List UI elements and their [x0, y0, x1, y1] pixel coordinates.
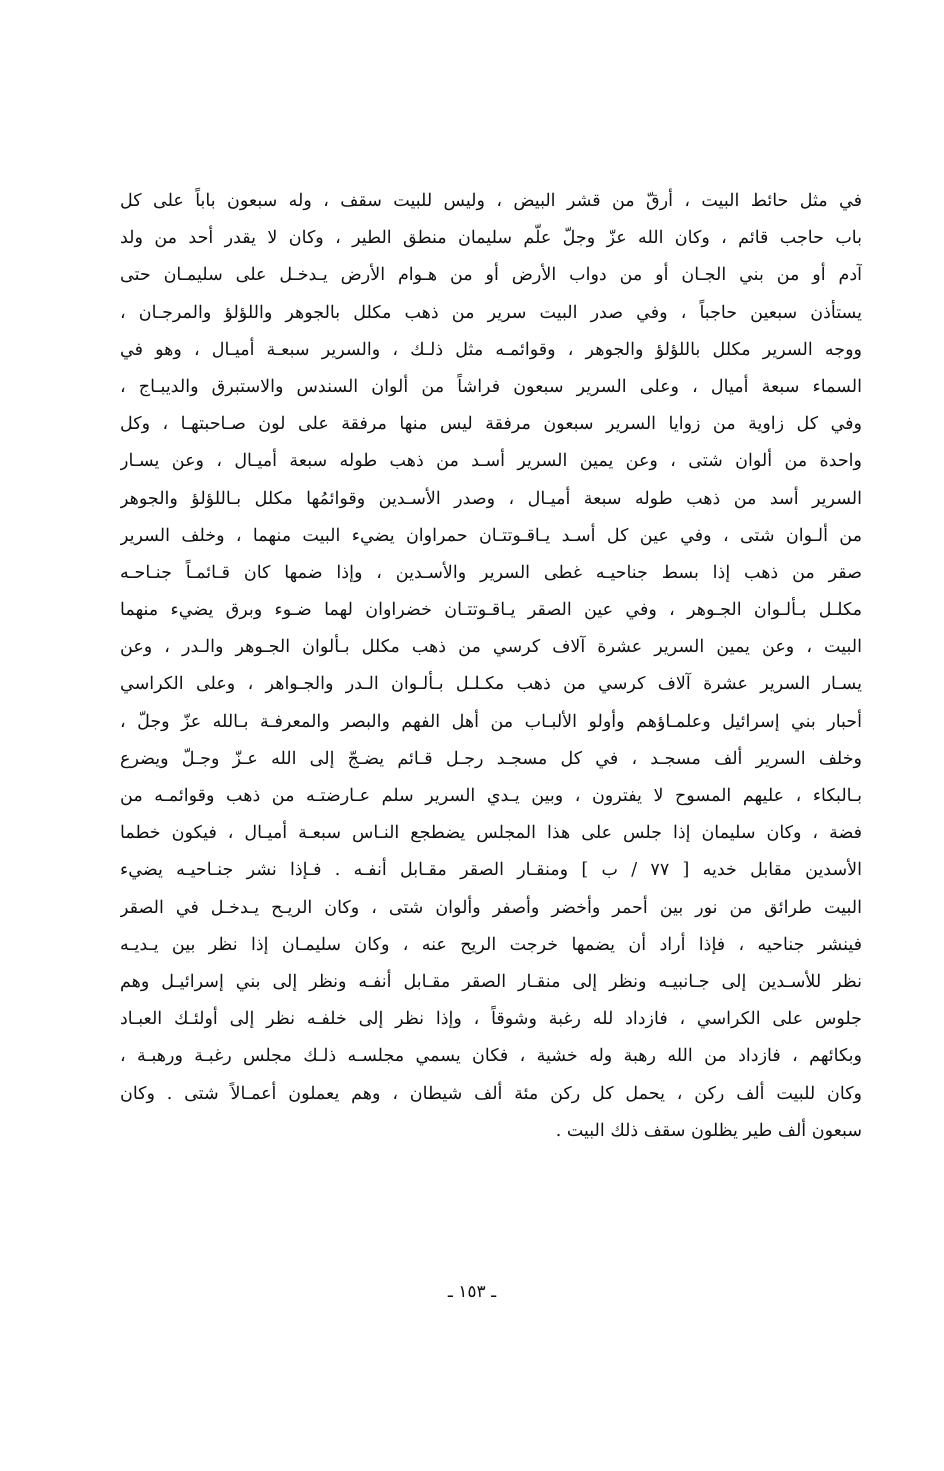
text-line: وخلف السرير ألف مسجـد ، في كل مسجـد رجـل قـائم يضـجّ إلى الله عـزّ وجـلّ ويضرع [120, 748, 862, 769]
text-line: باب حاجب قائم ، وكان الله عزّ وجلّ علّم سليمان منطق الطير ، وكان لا يقدر أحد من ولد [120, 228, 862, 249]
text-line: من ألـوان شتى ، وفي عين كل أسـد يـاقـوتتـان حمراوان يضيء البيت منهما ، وخلف السرير [120, 525, 862, 546]
text-line: وبكائهم ، فازداد من الله رهبة وله خشية ، فكان يسمي مجلسـه ذلـك مجلس رغبـة ورهبـة ، [120, 1046, 862, 1067]
text-line: بـالبكاء ، عليهم المسوح لا يفترون ، وبين يـدي السرير سلم عـارضتـه من ذهب وقوائمـه من [120, 786, 862, 806]
text-line: يسـار السرير عشرة آلاف كرسي من ذهب مكـلـل بـألـوان الـدر والجـواهر ، وعلى الكراسي [120, 674, 862, 695]
page-number: ـ ١٥٣ ـ [447, 1282, 497, 1302]
text-line: البيت ، وعن يمين السرير عشرة آلاف كرسي من ذهب مكلل بـألوان الجـوهر والـدر ، وعن [120, 637, 862, 658]
text-line: في مثل حائط البيت ، أرقّ من قشر البيض ، وليس للبيت سقف ، وله سبعون باباً على كل [120, 191, 862, 211]
text-line: نظر للأسـدين إلى جـانبيـه ونظر إلى منقـار الصقر مقـابل أنفـه ونظر إلى بني إسرائيـل وهم [120, 971, 862, 992]
text-line-last: سبعون ألف طير يظلون سقف ذلك البيت . [555, 1120, 862, 1141]
text-line: جلوس على الكراسي ، فازداد لله رغبة وشوقاً ، وإذا نظر إلى خلفـه نظر إلى أولئـك العبـاد [120, 1009, 862, 1030]
text-line: السماء سبعة أميال ، وعلى السرير سبعون فراشاً من ألوان السندس والاستبرق والديبـاج ، [120, 376, 862, 397]
text-line: واحدة من ألوان شتى ، وعن يمين السرير أسـد من ذهب طوله سبعة أميـال ، وعن يسـار [120, 451, 862, 472]
text-line: ووجه السرير مكلل باللؤلؤ والجوهر ، وقوائمـه مثل ذلـك ، والسرير سبعـة أميـال ، وهو في [120, 339, 862, 360]
text-line: يستأذن سبعين حاجباً ، وفي صدر البيت سرير من ذهب مكلل بالجوهر واللؤلؤ والمرجـان ، [120, 302, 862, 323]
text-line: أحبار بني إسرائيل وعلمـاؤهم وأولو الألبـاب من أهل الفهم والبصر والمعرفـة بـالله عزّ وجلّ ، [120, 711, 862, 732]
text-line: السرير أسد من ذهب طوله سبعة أميـال ، وصدر الأسـدين وقوائمُها مكلل بـاللؤلؤ والجوهر [120, 488, 862, 509]
text-line: صقر من ذهب إذا بسط جناحيـه غطى السرير والأسـدين ، وإذا ضمها كان قـائمـاً جنـاحـه [120, 562, 862, 583]
body-text [120, 183, 862, 1150]
text-line: مكلـل بـألـوان الجـوهر ، وفي عين الصقر يـاقـوتتـان خضراوان لهما ضـوء وبرق يضيء منهما [120, 600, 862, 621]
text-line: فينشر جناحيه ، فإذا أراد أن يضمها خرجت الريح عنه ، وكان سليمـان إذا نظر بين يـديـه [120, 934, 862, 955]
text-line: البيت طرائق من نور بين أحمر وأخضر وأصفر وألوان شتى ، وكان الريـح يـدخـل في الصقر [120, 897, 862, 918]
text-line: آدم أو من بني الجـان أو من دواب الأرض أو من هـوام الأرض يـدخـل على سليمـان حتى [120, 265, 862, 286]
text-line: وفي كل زاوية من زوايا السرير سبعون مرفقة ليس منها مرفقة على لون صـاحبتهـا ، وكل [120, 414, 862, 435]
text-line: فضة ، وكان سليمان إذا جلس على هذا المجلس يضطجع النـاس سبعـة أميـال ، فيكون خطما [120, 823, 862, 844]
text-line: الأسدين مقابل خديه [ ٧٧ / ب ] ومنقـار الصقر مقـابل أنفـه . فـإذا نشر جنـاحيـه يضيء [120, 860, 862, 881]
text-line: وكان للبيت ألف ركن ، يحمل كل ركن مئة ألف شيطان ، وهم يعملون أعمـالاً شتى . وكان [120, 1083, 862, 1104]
